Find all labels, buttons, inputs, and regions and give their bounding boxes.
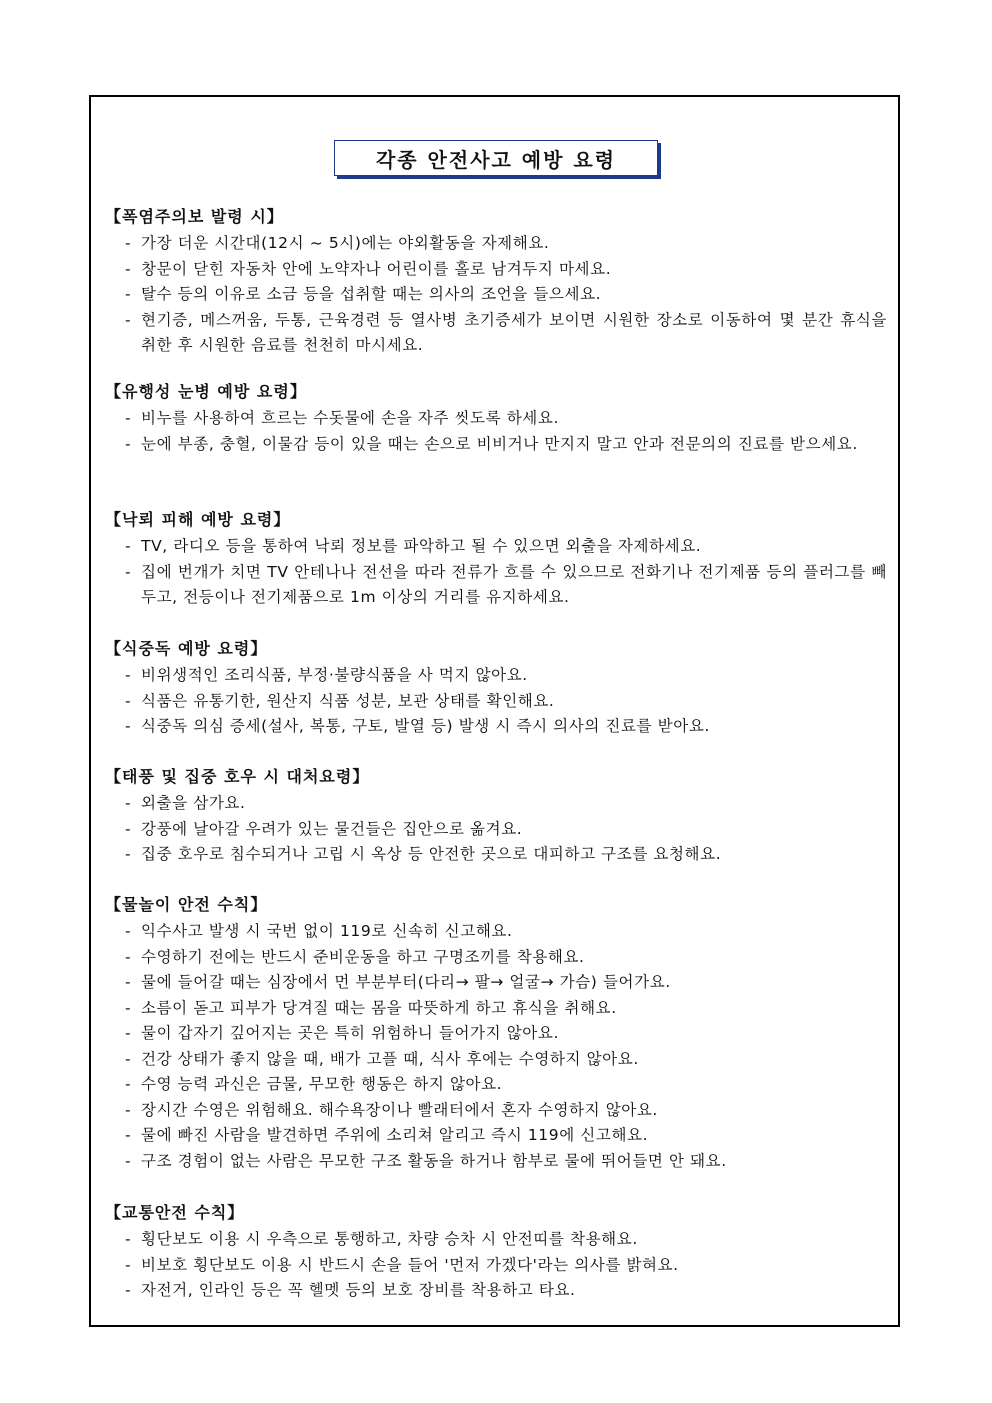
section-eye-disease: [105, 380, 887, 457]
list-item: - 집중 호우로 침수되거나 고립 시 옥상 등 안전한 곳으로 대피하고 구조를 요청해요.: [125, 845, 722, 863]
list-item: - 식중독 의심 증세(설사, 복통, 구토, 발열 등) 발생 시 즉시 의사의 진료를 받아요.: [125, 717, 710, 735]
document-frame: [89, 95, 900, 1327]
section-water-safety: [105, 893, 887, 1174]
section-heatwave: [105, 205, 887, 359]
section-heading: 【식중독 예방 요령】: [105, 639, 268, 658]
list-item: - 식품은 유통기한, 원산지 식품 성분, 보관 상태를 확인해요.: [125, 691, 555, 710]
list-item: - 자전거, 인라인 등은 꼭 헬멧 등의 보호 장비를 착용하고 타요.: [125, 1281, 576, 1299]
list-item: - 비위생적인 조리식품, 부정·불량식품을 사 먹지 않아요.: [125, 666, 528, 684]
list-item: - 수영하기 전에는 반드시 준비운동을 하고 구명조끼를 착용해요.: [125, 947, 585, 966]
section-heading: 【교통안전 수칙】: [105, 1203, 245, 1222]
list-item: - 창문이 닫힌 자동차 안에 노약자나 어린이를 홀로 남겨두지 마세요.: [125, 259, 612, 278]
section-heading: 【유행성 눈병 예방 요령】: [105, 382, 307, 401]
list-item: - 익수사고 발생 시 국번 없이 119로 신속히 신고해요.: [125, 922, 513, 940]
section-traffic-safety: [105, 1201, 887, 1304]
list-item: - 건강 상태가 좋지 않을 때, 배가 고플 때, 식사 후에는 수영하지 않아요.: [125, 1049, 639, 1068]
list-item: - TV, 라디오 등을 통하여 낙뢰 정보를 파악하고 될 수 있으면 외출을 자제하세요.: [125, 537, 702, 555]
list-item: - 물에 들어갈 때는 심장에서 먼 부분부터(다리→ 팔→ 얼굴→ 가슴) 들어가요.: [125, 973, 671, 991]
list-item: - 집에 번개가 치면 TV 안테나나 전선을 따라 전류가 흐를 수 있으므로 전화기나 전기제품 등의 플러그를 빼 두고, 전등이나 전기제품으로 1m 이상의 거리를 유지하세요.: [125, 562, 887, 606]
list-item: - 구조 경험이 없는 사람은 무모한 구조 활동을 하거나 함부로 물에 뛰어들면 안 돼요.: [125, 1151, 727, 1170]
section-typhoon: [105, 765, 887, 868]
section-lightning: [105, 508, 887, 611]
list-item: - 소름이 돋고 피부가 당겨질 때는 몸을 따뜻하게 하고 휴식을 취해요.: [125, 998, 617, 1017]
list-item: - 비보호 횡단보도 이용 시 반드시 손을 들어 '먼저 가겠다'라는 의사를 밝혀요.: [125, 1255, 679, 1274]
page-title: 각종 안전사고 예방 요령: [334, 140, 658, 176]
list-item: - 수영 능력 과신은 금물, 무모한 행동은 하지 않아요.: [125, 1075, 503, 1093]
list-item: - 탈수 등의 이유로 소금 등을 섭취할 때는 의사의 조언을 들으세요.: [125, 285, 602, 303]
section-food-poisoning: [105, 637, 887, 740]
list-item: - 물에 빠진 사람을 발견하면 주위에 소리쳐 알리고 즉시 119에 신고해요.: [125, 1126, 649, 1144]
title-box: [334, 140, 660, 178]
list-item: - 가장 더운 시간대(12시 ~ 5시)에는 야외활동을 자제해요.: [125, 234, 550, 252]
list-item: - 현기증, 메스꺼움, 두통, 근육경련 등 열사병 초기증세가 보이면 시원한 장소로 이동하여 몇 분간 휴식을 취한 후 시원한 음료를 천천히 마시세요.: [125, 310, 887, 354]
section-heading: 【낙뢰 피해 예방 요령】: [105, 510, 291, 529]
list-item: - 횡단보도 이용 시 우측으로 통행하고, 차량 승차 시 안전띠를 착용해요.: [125, 1230, 638, 1248]
list-item: - 강풍에 날아갈 우려가 있는 물건들은 집안으로 옮겨요.: [125, 819, 523, 838]
list-item: - 비누를 사용하여 흐르는 수돗물에 손을 자주 씻도록 하세요.: [125, 409, 559, 427]
list-item: - 외출을 삼가요.: [125, 794, 246, 812]
section-heading: 【태풍 및 집중 호우 시 대처요령】: [105, 767, 370, 786]
list-item: - 물이 갑자기 깊어지는 곳은 특히 위험하니 들어가지 않아요.: [125, 1024, 559, 1042]
section-heading: 【폭염주의보 발령 시】: [105, 207, 284, 226]
list-item: - 눈에 부종, 충혈, 이물감 등이 있을 때는 손으로 비비거나 만지지 말고 안과 전문의의 진료를 받으세요.: [125, 434, 858, 453]
list-item: - 장시간 수영은 위험해요. 해수욕장이나 빨래터에서 혼자 수영하지 않아요.: [125, 1100, 658, 1119]
section-heading: 【물놀이 안전 수칙】: [105, 895, 268, 914]
